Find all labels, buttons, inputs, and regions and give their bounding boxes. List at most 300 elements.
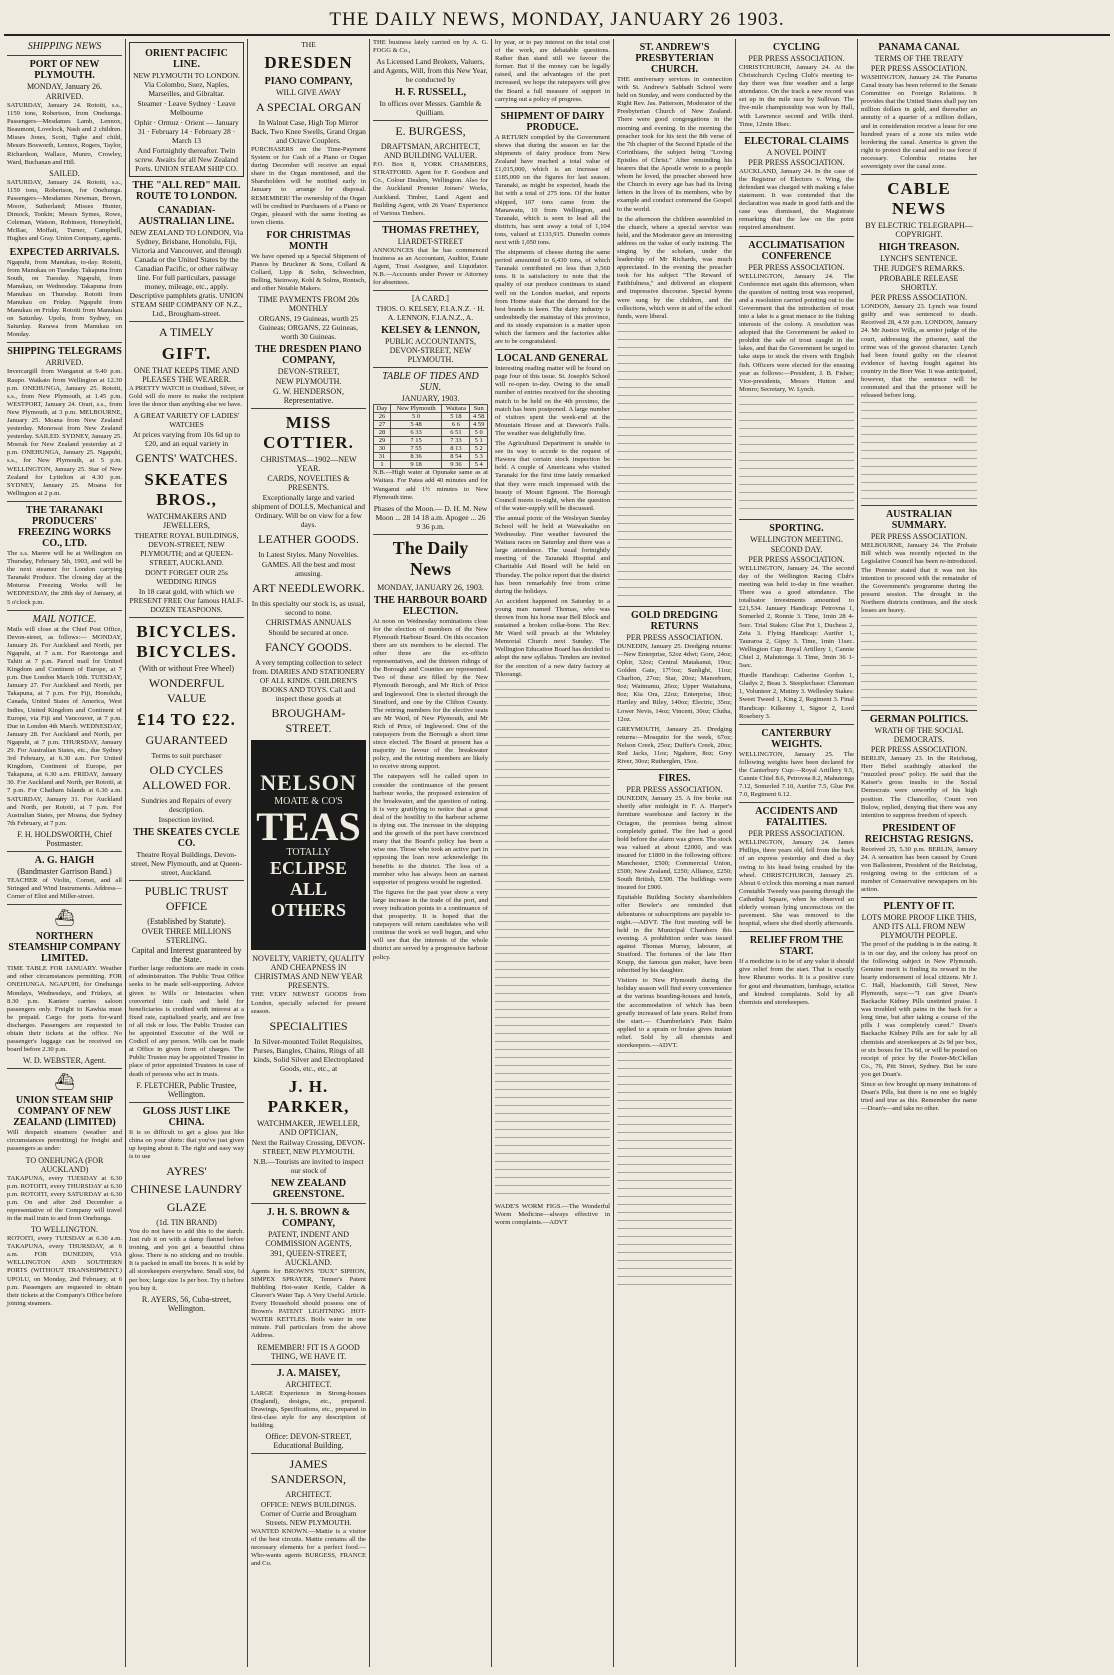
- church-heading: ST. ANDREW'S PRESBYTERIAN CHURCH.: [635, 42, 714, 75]
- parker-address: Next the Railway Crossing, DEVON-STREET, NEW PLYMOUTH.: [251, 1137, 366, 1156]
- special-organ: A SPECIAL ORGAN: [256, 100, 361, 114]
- fires-text-3: Visitors to New Plymouth during the holiday season will find every convenience at the various boarding-houses and hotels, the accommodation of which has been greatly increased of late years. Relief from the start.— Chamberlain's Pain Balm applied to a sprain or bruise gives instant relief. Sold by all chemists and storekeepers.—ADVT.: [617, 977, 732, 1050]
- trust-sub: (Established by Statute).: [147, 917, 226, 927]
- parker-note: N.B.—Tourists are invited to inspect our stock of: [253, 1156, 364, 1175]
- frethey-text: ANNOUNCES that he has commenced business as an Accountant, Auditor, Estate Agent, Trust Assignee, and Liquidator. N.B.—Accounts under Power or Attorney for absentees.: [373, 246, 488, 287]
- tide-cell: 5 48: [390, 421, 441, 429]
- price-label: £14 TO £22.: [137, 710, 236, 730]
- skeates-sub: WATCHMAKERS AND JEWELLERS,: [146, 512, 227, 531]
- public-trust-heading: PUBLIC TRUST OFFICE: [144, 884, 229, 914]
- divider: [495, 107, 610, 108]
- telegrams-arrived: ARRIVED.: [45, 358, 84, 368]
- dairy-text-2: The shipments of cheese during the same period amounted to 6,430 tons, of which Taranaki contributed no less than 3,560 tons. It is satisfactory to note that the quality of our produce continues to stand well on the London market, and reports from Home state that the demand for the best brands is keen. The dairy industry is undoubtedly the mainstay of this province, and its steady expansion is a matter upon which the farmers and the factories alike are to be congratulated.: [495, 249, 610, 346]
- sanderson-address: OFFICE: NEWS BUILDINGS. Corner of Currie and Brougham Streets. NEW PLYMOUTH.: [260, 1500, 357, 1527]
- harbour-text: At noon on Wednesday nominations close for the election of members of the New Plymouth Harbour Board. On this occasion there are six members to be elected. The other three are the ex-officio representatives, and the thirteen ridings of the Borough and Counties are represented. Two of these are filled by the New Plymouth Borough, and Mr Rich of Price and Inglewood. One is elected through the Stratford, and one by the Clifton County. The retiring members for the elective seats are Mr Ward, of New Plymouth, and Mr Rich of Price, of Inglewood. One of the ratepayers from the Borough a short time since elected. The Board at present has a majority in favour of the breakwater policy, and the retiring members are likely to receive strong support.: [373, 617, 488, 771]
- nelson-name: NELSON: [260, 769, 357, 795]
- tide-cell: 30: [374, 445, 391, 453]
- cycling-press: PER PRESS ASSOCIATION.: [748, 54, 845, 63]
- timely-label: A TIMELY: [159, 325, 214, 339]
- the-label: THE: [301, 40, 316, 49]
- tide-cell: 26: [374, 413, 391, 421]
- divider: [861, 897, 977, 898]
- xmas-ny: CHRISTMAS—1902—NEW YEAR.: [260, 455, 357, 474]
- fancy-label: FANCY GOODS.: [265, 640, 352, 655]
- cycling-text: CHRISTCHURCH, January 24. At the Christchurch Cycling Club's meeting to-day there was fine weather and a large attendance. On the track a new record was set up in the mile race by Sullivan. The five-mile championship was won by Hall, with Lawrence second and Wills third. Time, 12min 18sec.: [739, 64, 854, 128]
- mail-text: Mails will close at the Chief Post Office, Devon-street, as follows:— MONDAY, January 26. For Auckland and North, per Ngapuhi, at 7 a.m. For Rarotonga and Tahiti at 7 p.m. Parcel mail for United Kingdom and Continent of Europe, at 7 p.m. Due London March 10th. TUESDAY, January 27. For Auckland and North, per Takapuna, at 7 p.m. For Fiji, Honolulu, Canada, United States of America, West Indies, United Kingdom and Continent of Europe, via Fiji and Vancouver, at 7 p.m. Due in London 4th March. WEDNESDAY, January 28. For Auckland and North, per Ngapuhi, at 7 p.m. THURSDAY, January 29. For Australian States, etc., due Sydney 3rd February, at 6.30 a.m. For United Kingdom, Continent of Europe, per Takapuna, at 6.30 a.m. FRIDAY, January 30. For Auckland and North, per Rotoiti, at 7 p.m. For Chatham Islands at 6.30 a.m. SATURDAY, January 31. For Auckland and North, per Rotoiti, at 7 p.m. For Australian States, per Moana, due Sydney 7th February, at 7 p.m.: [7, 625, 122, 827]
- annuals-text: Should be secured at once.: [268, 628, 349, 638]
- tide-cell: 27: [374, 421, 391, 429]
- electoral-sub: A NOVEL POINT: [766, 147, 827, 157]
- treason-press: PER PRESS ASSOCIATION.: [870, 293, 968, 303]
- canterbury-heading: CANTERBURY WEIGHTS.: [761, 727, 832, 750]
- trust-text: Capital and Interest guaranteed by the State.: [131, 946, 242, 965]
- xmas-heading: FOR CHRISTMAS MONTH: [266, 229, 351, 252]
- divider: [495, 349, 610, 350]
- divider: [739, 802, 854, 803]
- novelty-text: THE VERY NEWEST GOODS from London, specially selected for present season.: [251, 991, 366, 1015]
- local-text-2: The Agricultural Department is unable to see its way to accede to the request of Hawera that certain stock inspection be held. A couple of Americans who visited Taranaki for the first time lately remarked that they were much impressed with the beauty of Mount Egmont. The Borough Council meets to-night, when the question of the water-supply will be discussed.: [495, 440, 610, 512]
- skeates-address: THEATRE ROYAL BUILDINGS, DEVON-STREET, NEW PLYMOUTH; and at QUEEN-STREET, AUCKLAND.: [134, 531, 239, 568]
- forget-label: DON'T FORGET OUR 25s WEDDING RINGS: [145, 568, 228, 587]
- forget-text: In 18 carat gold, with which we PRESENT FREE Our famous HALF-DOZEN TEASPOONS.: [129, 587, 244, 615]
- treason-sub-2: THE JUDGE'S REMARKS.: [873, 264, 965, 274]
- union-text-3: ROTOITI, every TUESDAY at 6.30 a.m. TAKAPUNA, every THURSDAY, at 6 a.m. FOR DUNEDIN, VIA WELLINGTON AND SOUTHERN PORTS (WITHOUT TRANSHIPMENT.) UPOLU, on Monday, 2nd February, at 6 p.m. Passengers are requested to obtain their tickets at the Company's Office before joining steamers.: [7, 1235, 122, 1307]
- reichstag-text: Received 25, 5.30 p.m. BERLIN, January 24. A sensation has been caused by Count von Ballestrem, President of the Reichstag, resigning owing to the criticism of a number of Conservative newspapers on his action.: [861, 845, 977, 894]
- tide-col-day: Day: [374, 405, 391, 413]
- orient-text: NEW PLYMOUTH TO LONDON. Via Colombo, Suez, Naples, Marseilles, and Gibraltar.: [133, 71, 240, 98]
- divider: [861, 174, 977, 175]
- cycling-heading: CYCLING: [772, 42, 821, 53]
- cycle-co-address: Theatre Royal Buildings, Devon-street, New Plymouth, and at Queen-street, Auckland.: [130, 850, 242, 878]
- nelson-tea-advert: [251, 740, 366, 950]
- tide-row: [374, 461, 488, 469]
- wonderful-label: WONDERFUL VALUE: [148, 676, 225, 706]
- henderson-label: G. W. HENDERSON, Representative.: [273, 387, 344, 406]
- harbour-continued: by year, or to pay interest on the total cost of the work, are debatable questions. Rather than stand still we favour the former. But if the money can be legally raised, and the advantages of the port increased, we hope the ratepayers will give the Board a full measure of support in carrying out a policy of progress.: [495, 39, 610, 103]
- sporting-sub-2: SECOND DAY.: [770, 544, 823, 554]
- orient-text-2: And Fortnightly thereafter. Twin screw. Awaits for all New Zealand Ports. UNION STEAM SHIP CO.: [135, 146, 238, 173]
- orient-heading: ORIENT PACIFIC LINE.: [145, 48, 228, 70]
- summary-text: MELBOURNE, January 24. The Probate Bill which was recently rejected in the Legislative Council has been re-introduced. The Premier stated that it was not his intention to proceed with the remainder of the Government's programme during the present session. The drought in the Northern districts continues, and the stock losses are heavy.: [861, 542, 977, 614]
- tide-cell: 5 4: [470, 461, 488, 469]
- greenstone-label: NEW ZEALAND GREENSTONE.: [270, 1177, 347, 1200]
- tide-col-sun: Sun: [470, 405, 488, 413]
- daily-date: MONDAY, JANUARY 26, 1903.: [377, 582, 484, 592]
- gold-text: DUNEDIN, January 25. Dredging returns:—New Enterprise, 52oz 4dwt; Gore, 24oz; Ophir, 32oz; Central Matakanui, 19oz; Golden Gate, 17½oz; Sunlight, 11oz; Charlton, 27oz; Star, 20oz; Manorburn, 9oz; Waimumu, 26oz; Upper Waitahuna, 8oz; Kia Ora, 22oz; Enterprise, 18oz; Hartley and Riley, 140oz; Electric, 35oz; Lower Nevis, 14oz; Vincent, 30oz; Clutha, 12oz.: [617, 642, 732, 723]
- tide-row: [374, 453, 488, 461]
- maisey-office: Office: DEVON-STREET, Educational Building.: [265, 1432, 352, 1450]
- fires-heading: FIRES.: [658, 773, 691, 785]
- divider: [251, 1364, 366, 1365]
- divider: [739, 236, 854, 237]
- cards-label: CARDS, NOVELTIES & PRESENTS.: [267, 474, 350, 493]
- dresden-co: THE DRESDEN PIANO COMPANY,: [255, 344, 362, 367]
- brown-sub: PATENT, INDENT AND COMMISSION AGENTS,: [265, 1229, 352, 1248]
- nelson-totally: TOTALLY: [286, 846, 331, 858]
- frethey-sub: LIARDET-STREET: [397, 236, 464, 246]
- divider: [129, 880, 244, 881]
- maisey-architect: ARCHITECT.: [285, 1379, 332, 1389]
- dairy-text: A RETURN compiled by the Government shows that during the season so far the shipments of dairy produce from New Zealand have reached a total value of £1,015,000, which is an increase of £185,000 on the figures for last season. Taranaki, as might be expected, heads the list with a total of 275 tons. Of the butter shipped, 107 tons came from the Manawatu, 10 from Wellington, and Taranaki, which is seen to lead all the districts, has sent away a total of 1,104 tons, valued at £133,915. Dunedin comes next with 1,050 tons.: [495, 133, 610, 246]
- brown-address: 391, QUEEN-STREET, AUCKLAND.: [270, 1248, 347, 1267]
- gift-text: A PRETTY WATCH in Oxidised, Silver, or Gold will do more to make the recipient love the donor than anything else we have.: [129, 385, 244, 409]
- harbour-text-2: The ratepayers will be called upon to consider the continuance of the present harbour works, the proposed extension of the breakwater, and the question of rating. It is very gratifying to notice that a great deal of the hostility to the harbour scheme is dying out. The increase in the shipping and the growth of the port have convinced many that the Board's policy has been a wise one. Those who took an active part in opposing the loan now acknowledge its benefits to the district. The loss of a member who has always been an earnest supporter of progress would be regretted.: [373, 773, 488, 886]
- maisey-text: LARGE Experience in Strong-houses (England), designs, etc., prepared. Drawings, Specifications, etc., prepared in first-class style for any description of building.: [251, 1389, 366, 1429]
- guaranteed-label: GUARANTEED: [145, 733, 228, 748]
- divider: [861, 710, 977, 711]
- xmas-text: We have opened up a Special Shipment of Pianos by Bruckner & Sons, Collard & Collard, Lipp & Sohn, Schwechten, Belling, Steinway, Kohl & Solms, Ronisch, and other Notable Makers.: [251, 252, 366, 293]
- electoral-heading: ELECTORAL CLAIMS: [744, 135, 849, 147]
- tide-cell: 6 51: [442, 429, 470, 437]
- brougham-label: BROUGHAM-STREET.: [271, 706, 346, 736]
- annuals-label: CHRISTMAS ANNUALS: [265, 618, 352, 628]
- telegrams-heading: SHIPPING TELEGRAMS: [7, 346, 122, 358]
- kelsey-sub: PUBLIC ACCOUNTANTS, DEVON-STREET, NEW PLYMOUTH.: [385, 337, 476, 365]
- plenty-sub: LOTS MORE PROOF LIKE THIS, AND ITS ALL FROM NEW PLYMOUTH PEOPLE.: [861, 913, 977, 941]
- kelsey-names: THOS. O. KELSEY, F.I.A.N.Z. · H. A. LENNON, F.I.A.N.Z., A.: [376, 304, 485, 323]
- tide-cell: 5 0: [470, 429, 488, 437]
- russell-name: H. F. RUSSELL,: [394, 87, 467, 99]
- column-6: [614, 39, 736, 1667]
- sailed-label: SAILED.: [49, 168, 80, 178]
- divider: [251, 1453, 366, 1454]
- fires-text-2: Equitable Building Society shareholders offer Bowler's are reminded that debentures or subscriptions are payable to-night.—ADVT. The first meeting will be held in the Municipal Chambers this evening. A prohibition order was issued against Thomas Murray, labourer, at Stratford. The fortunes of the late Herr Krupp, the famous gun maker, have been inherited by his daughter.: [617, 894, 732, 975]
- german-sub: WRATH OF THE SOCIAL DEMOCRATS.: [874, 726, 964, 745]
- ship-icon: ⛴: [54, 1074, 75, 1092]
- divider: [7, 1068, 122, 1069]
- divider: [129, 321, 244, 322]
- tide-cell: 6 6: [442, 421, 470, 429]
- taranaki-text: The s.s. Marere will be at Wellington on Thursday, February 5th, 1903, and will be the next steamer for London carrying Taranaki Produce. The closing day at the Moturoa Freezing Works will be WEDNESDAY, the 28th day of January, at 5 o'clock p.m.: [7, 549, 122, 606]
- electoral-text: AUCKLAND, January 24. In the case of the Registrar of Electors v. Wing, the defendant was charged with making a false statement. It was contended that the declaration was made in good faith and the case was dismissed, the Magistrate remarking that the law on the point required amendment.: [739, 167, 854, 232]
- canterbury-text: WELLINGTON, January 25. The following weights have been declared for the Canterbury Cup:—Royal Artillery 9.5, Cannie Chiel 8.6, Petrovna 8.2, Mahutonga 7.12, Somerled 7.10, Aurifer 7.5, Glue Pot 7.0, Regiment 6.12.: [739, 750, 854, 799]
- harbour-heading: THE HARBOUR BOARD ELECTION.: [373, 594, 488, 617]
- maisey-name: J. A. MAISEY,: [276, 1367, 341, 1379]
- remember-label: REMEMBER! FIT IS A GOOD THING, WE HAVE IT.: [257, 1342, 360, 1361]
- summary-press: PER PRESS ASSOCIATION.: [870, 532, 968, 542]
- tide-header-row: [374, 405, 488, 413]
- gold-heading: GOLD DREDGING RETURNS: [631, 609, 718, 632]
- fires-text: DUNEDIN, January 25. A fire broke out shortly after midnight in F. A. Harper's furniture warehouse and factory in the Octagon, the premises being almost completely gutted. The fire had a good hold before the alarm was given. The stock was valued at about £2000, and was insured for £1800 in the following offices: Manchester, £500; Commercial Union, £500; New Zealand, £250; Alliance, £250; South British, £300. The buildings were insured for £900.: [617, 795, 732, 892]
- divider: [7, 904, 122, 905]
- divider: [7, 501, 122, 502]
- skeates-name: SKEATES BROS.,: [144, 470, 229, 510]
- taranaki-heading: THE TARANAKI PRODUCERS' FREEZING WORKS CO., LTD.: [18, 504, 111, 549]
- haigh-heading: A. G. HAIGH: [34, 854, 95, 866]
- divider: [373, 120, 488, 121]
- plenty-text: The proof of the pudding is in the eating. It is in our day, and the colony has proof on the following subject in New Plymouth. Genuine merit is finding its reward in the hearty endorsement of local citizens. Mr J. C. Hall, blacksmith, Gill Street, New Plymouth, says:—"I can give Doan's Backache Kidney Pills unstinted praise. I was troubled with pains in the back for a long time, but after taking a course of the pills I was completely cured." Doan's Backache Kidney Pills are for sale by all chemists and storekeepers at 2s 9d per box, or six boxes for 15s 6d, or will be posted on receipt of price by the Foster-McClellan Co., 76, Pitt Street, Sydney. But be sure you get Doan's.: [861, 941, 977, 1078]
- divider: [373, 221, 488, 222]
- tide-cell: 4 58: [470, 413, 488, 421]
- union-onehunga: TO ONEHUNGA (FOR AUCKLAND): [25, 1155, 104, 1174]
- column-8: [858, 39, 980, 1667]
- parker-name: J. H. PARKER,: [267, 1076, 350, 1116]
- wades-advert: WADE'S WORM FIGS.—The Wonderful Worm Medicine—always effective in worm complaints.—ADVT: [495, 1202, 610, 1226]
- cable-heading: CABLE NEWS: [887, 179, 951, 219]
- tide-cell: 5 2: [470, 445, 488, 453]
- fogg-text: As Licensed Land Brokers, Valuers, and Agents, Will, from this New Year, be conducted by: [373, 57, 488, 85]
- tide-cell: 8 36: [390, 453, 441, 461]
- acclim-heading: ACCLIMATISATION CONFERENCE: [748, 239, 845, 262]
- masthead: THE DAILY NEWS, MONDAY, JANUARY 26 1903.: [4, 4, 1110, 36]
- organs-text: ORGANS, 19 Guineas, worth 25 Guineas; ORGANS, 22 Guineas, worth 30 Guineas.: [258, 314, 359, 342]
- kelsey-card: [A CARD.]: [412, 294, 449, 304]
- sporting-heading: SPORTING.: [769, 522, 824, 534]
- sporting-text-2: Hurdle Handicap: Catherine Gordon 1, Gladys 2, Beau 3. Steeplechase: Clansman 1, Volunteer 2, Mutiny 3. Wellesley Stakes: Sweet Tweed 1, King 2, Regiment 3. Final Handicap: Kilkenny 1, Signor 2, Lord Rosebery 3.: [739, 672, 854, 720]
- cable-sub: BY ELECTRIC TELEGRAPH—COPYRIGHT.: [865, 221, 973, 240]
- summary-heading: AUSTRALIAN SUMMARY.: [885, 509, 953, 532]
- cycle-co-name: THE SKEATES CYCLE CO.: [133, 827, 240, 850]
- divider: [251, 1203, 366, 1204]
- telegrams-text: Invercargill from Wanganui at 9.40 p.m. Raupo. Waikato from Wellington at 12.30 p.m. ONEHUNGA, January 25. Rotoiti, s.s., from New Plymouth, at 1.45 p.m. WESTPORT, January 24. Orari, s.s., from New Plymouth, at 3 p.m. MELBOURNE, January 25. Moana from New Zealand yesterday. Monowai from New Zealand yesterday. SAILED. SYDNEY, January 25. Moerak for New Zealand yesterday at 2 p.m. ONEHUNGA, January 25. Ngapuhi, s.s., for New Plymouth, at 5 p.m. WELLINGTON, January 25. Star of New Zealand for Lyttelton at 4.30 p.m. SYDNEY, January 25. Moana for Wellington at 2 p.m.: [7, 368, 122, 497]
- accidents-text: WELLINGTON, January 24. James Phillips, three years old, fell from the back of an express yesterday and died a day owing to his head being crushed by the wheel. CHRISTCHURCH, January 25. About 6 o'clock this morning a man named Constable Tweedy was passing through the Cathedral Square, when he observed an elderly woman lying unconscious on the pavement. She was removed to the hospital, where she died shortly afterwards.: [739, 839, 854, 928]
- plenty-heading: PLENTY OF IT.: [883, 901, 955, 913]
- will-give-label: WILL GIVE AWAY: [276, 88, 341, 97]
- relief-heading: RELIEF FROM THE START.: [749, 935, 844, 958]
- text-filler: [617, 323, 732, 603]
- tide-rows: [374, 413, 488, 469]
- sanderson-sub: ARCHITECT.: [285, 1490, 332, 1499]
- column-4: [370, 39, 492, 1667]
- port-date: MONDAY, January 26.: [26, 82, 103, 91]
- tide-row: [374, 421, 488, 429]
- glaze-label: GLAZE: [166, 1199, 207, 1214]
- dairy-heading: SHIPMENT OF DAIRY PRODUCE.: [500, 110, 605, 133]
- divider: [617, 769, 732, 770]
- tide-cell: 8 13: [442, 445, 470, 453]
- tide-row: [374, 437, 488, 445]
- treason-heading: HIGH TREASON.: [878, 242, 960, 254]
- local-text-4: An accident happened on Saturday to a young man named Thomas, who was thrown from his horse near Bell Block and sustained a broken collar-bone. The Rev. Mr Ward will preach at the Whiteley Memorial Church next Sunday. The Wellington Education Board has decided to adopt the new syllabus. Tenders are invited for the erection of a new dairy factory at Tikorangi.: [495, 597, 610, 678]
- union-heading: UNION STEAM SHIP COMPANY OF NEW ZEALAND (LIMITED): [13, 1095, 116, 1129]
- accidents-press: PER PRESS ASSOCIATION.: [748, 829, 845, 839]
- moon-phases: Phases of the Moon.— D. H. M. New Moon ... 28 14 18 a.m. Apogee ... 26 9 36 p.m.: [373, 503, 488, 531]
- sporting-text: WELLINGTON, January 24. The second day of the Wellington Racing Club's meeting was held to-day in fine weather. There was a good attendance. The totalisator investments amounted to £21,534. January Handicap: Petrovna 1, Somerled 2, Ronnie 3. Time, 1min 28 4-5sec. Trial Stakes: Glue Pot 1, Duchess 2, Zeta 3. Flying Handicap: Aurifer 1, Tauraroa 2, Gipsy 3. Time, 1min 11sec. Wellington Cup: Royal Artillery 1, Cannie Chiel 2, Mahutonga 3. Time, 3min 36 1-5sec.: [739, 564, 854, 670]
- sporting-sub: WELLINGTON MEETING.: [750, 534, 843, 544]
- plenty-text-2: Since so few brought up many imitations of Doan's Pills, but there is no one so highly tried and true as this. Remember the name—Doan's—and take no other.: [861, 1081, 977, 1113]
- tide-note: N.B.—High water at Opunake same as at Waitara. For Patea add 40 minutes and for Wanganui add 1½ minutes to New Plymouth time.: [373, 469, 488, 501]
- german-text: BERLIN, January 23. In the Reichstag, Herr Bebel scathingly attacked the "muzzled press" policy. He said that the Kaiser's gross insults to the Social Democrats were unworthy of his high position. The Chancellor, Count von Bulow, replied, denying that there was any intention to suppress freedom of speech.: [861, 755, 977, 819]
- divider: [129, 1102, 244, 1103]
- variety-text: At prices varying from 10s 6d up to £20, and an equal variety in: [132, 430, 241, 449]
- tide-col-np: New Plymouth: [390, 405, 441, 413]
- canadian-heading: CANADIAN-AUSTRALIAN LINE.: [138, 205, 235, 227]
- divider: [739, 132, 854, 133]
- church-text-2: In the afternoon the children assembled in the church, where a special service was held, and the Moderator gave an interesting address on the value of early training. The singing by the scholars, under the leadership of Mr Richards, was much appreciated. In the evening the preacher took for his subject "The Reward of Faithfulness," and delivered an eloquent and impressive discourse. Special hymns were sung by the children, and the collections, which were in aid of the school funds, were liberal.: [617, 215, 732, 320]
- union-wellington: TO WELLINGTON.: [30, 1225, 99, 1235]
- trust-body: Further large reductions are made in costs of administration. The Public Trust Office seeks to be made self-supporting. Advice given to Wills or Intestacies when converted into cash and held for beneficiaries is credited with interest at a fixed rate, capitalised yearly, and are free of all risk or loss. The Public Trustee can be appointed Executor of the Will or Codicil of any person. Wills can be made at Office in given form of charges. The Public Trustee may be appointed Trustee in place of prior appointed Trustees in case of death of persons who act in trusts.: [129, 965, 244, 1078]
- divider: [7, 55, 122, 56]
- text-filler: [495, 681, 610, 1201]
- expected-text: Ngapuhi, from Manukau, to-day. Rotoiti, from Manukau on Tuesday. Takapuna from South, on Tuesday. Ngapuhi, from Manukau, on Wednesday. Takapuna from Manukau on Thursday. Rotoiti from Manukau on Friday. Ngapuhi from Manukau on Friday. Rotoiti from Manukau on Saturday. Upolu, from Sydney, on Saturday. Rarawa from Manukau on Monday.: [7, 258, 122, 339]
- tide-cell: 28: [374, 429, 391, 437]
- text-filler: [861, 402, 977, 502]
- northern-heading: NORTHERN STEAMSHIP COMPANY LIMITED.: [8, 931, 121, 965]
- nelson-all-others: ALL OTHERS: [270, 878, 347, 920]
- tide-cell: 7 15: [390, 437, 441, 445]
- divider: [861, 505, 977, 506]
- local-heading: LOCAL AND GENERAL: [497, 353, 608, 365]
- leather-text: In Latest Styles. Many Novelties.: [258, 550, 359, 560]
- haigh-text: TEACHER of Violin, Cornet, and all Stringed and Wind Instruments. Address—Corner of Eliot and Miller-street.: [7, 876, 122, 901]
- divider: [373, 290, 488, 291]
- columns: [4, 39, 1110, 1667]
- tide-cell: 31: [374, 453, 391, 461]
- variety-label: A GREAT VARIETY OF LADIES' WATCHES: [133, 411, 240, 430]
- divider: [129, 617, 244, 618]
- orient-table-head: Steamer · Leave Sydney · Leave Melbourne: [137, 99, 236, 117]
- tide-col-waitara: Waitara: [442, 405, 470, 413]
- treason-text: LONDON, January 23. Lynch was found guilty and was sentenced to death. Received 28, 4.59 p.m. LONDON, January 24. Mr Justice Wills, as senior judge of the court, addressing the prisoner, said the crime was of the gravest character. Lynch had been found guilty on the clearest evidence of having fought against his country in the Boer War. It was anticipated, however, that the sentence will be commuted and that the prisoner will be released before long.: [861, 303, 977, 400]
- church-text: THE anniversary services in connection with St. Andrew's Sabbath School were held on Sunday, and were conducted by the Right Rev. Jas. Patterson, Moderator of the Presbyterian Church of New Zealand. There were good congregations in the morning and evening. In the morning the preacher took for his text the 8th verse of the 7th chapter of the Second Epistle of the Corinthians, the subject being "Loving Epistles of Christ." After reminding his hearers that the Apostle wrote to a people whom he loved, the preacher showed how the Church in every age has had its living letters in the lives of its members, who by example and conduct commend the Gospel to the world.: [617, 76, 732, 213]
- northern-text: TIME TABLE FOR JANUARY. Weather and other circumstances permitting. FOR ONEHUNGA. NGAPUHI, for Onehunga Mondays, Wednesdays, and Fridays, at 8.30 p.m. Kaniere carries saloon passengers only. Freight to Kawhia must be prepaid. Cargo for ports for-ward discharges. Passengers are requested to obtain their tickets at the office. No passenger's luggage can be received on board before 2.30 p.m.: [7, 965, 122, 1054]
- harbour-text-3: The figures for the past year show a very large increase in the trade of the port, and every indication points to a continuance of that prosperity. It is hoped that the ratepayers will return candidates who will continue the work so well begun, and who will see that the interests of the whole district are served by a progressive harbour policy.: [373, 888, 488, 961]
- relief-text: If a medicine is to be of any value it should give relief from the start. That is exactly how Rheumo works. It is a positive cure for gout and rheumatism, lumbago, sciatica and kindred complaints. Sold by all chemists and storekeepers.: [739, 958, 854, 1006]
- piano-label: PIANO COMPANY,: [264, 76, 353, 87]
- nelson-company: MOATE & CO'S: [274, 795, 343, 807]
- german-press: PER PRESS ASSOCIATION.: [870, 745, 968, 755]
- brown-heading: J. H. S. BROWN & COMPANY,: [266, 1206, 351, 1229]
- sundries-label: Sundries and Repairs of every description.: [141, 796, 232, 815]
- games-text: GAMES. All the best and most amusing.: [261, 560, 356, 579]
- inspection-label: Inspection invited.: [158, 815, 215, 825]
- trust-funds: OVER THREE MILLIONS STERLING.: [141, 927, 232, 946]
- tide-cell: 5 3: [470, 453, 488, 461]
- treason-sub: LYNCH'S SENTENCE.: [880, 254, 958, 264]
- ayres-sign: R. AYERS, 56, Cuba-street, Wellington.: [141, 1294, 232, 1313]
- gloss-text: It is so difficult to get a gloss just like china on your shirts: that you've just given up hoping about it. The right and easy way is to use: [129, 1128, 244, 1160]
- divider: [251, 408, 366, 409]
- column-5: [492, 39, 614, 1667]
- purchasers-text: PURCHASERS on the Time-Payment System or for Cash of a Piano or Organ during December will receive an equal share in the Organ mentioned, and the Shareholders will be notified early in January to arrange for disposal. REMEMBER! The ownership of the Organ will be credited to Purchasers of a Piano or Organ, pleased with the same footing as town clients.: [251, 146, 366, 226]
- time-payments: TIME PAYMENTS FROM 20s MONTHLY: [258, 295, 359, 314]
- tide-month: JANUARY, 1903.: [401, 394, 460, 404]
- text-filler: [739, 396, 854, 516]
- glaze-text: You do not have to add this to the starch. Just rub it on with a damp flannel before ironing, and you get a beautiful china gloss. There is no sticking and no trouble. It is packed in small tin boxes. It is sold by all storekeepers everywhere. Small size, 6d per box; large size 1s per box. Try it before you buy it.: [129, 1227, 244, 1292]
- fancy-text: A very tempting collection to select from. DIARIES AND STATIONERY OF ALL KINDS. CHILDREN'S BOOKS AND TOYS. Call and inspect these goods at: [252, 658, 365, 704]
- tide-cell: 5 18: [442, 413, 470, 421]
- nelson-eclipse: ECLIPSE: [269, 857, 348, 878]
- arrived-text: SATURDAY, January 24. Rotoiti, s.s., 1159 tons, Robertson, from Onehunga. Passengers—Mesdames Lamb, Lennox, Beaumont, Lovelock, Nash and 2 children. Misses Jones, Scott, Tighe and child, Messrs Bosworth, Lennox, Rogers, Taylor, Richardson, Wallace, Munro, Crowley, Ward, Buchanan and Hill.: [7, 102, 122, 166]
- accidents-heading: ACCIDENTS AND FATALITIES.: [755, 806, 838, 829]
- gift-label: GIFT.: [161, 344, 212, 363]
- divider: [739, 931, 854, 932]
- specialities-text: In Silver-mounted Toilet Requisites, Purses, Bangles, Chains, Rings of all kinds, Solid Silver and Electroplated Goods, etc., etc., at: [253, 1036, 364, 1073]
- sailed-text: SATURDAY, January 24. Rotoiti, s.s., 1159 tons, Robertson, for Onehunga. Passengers—Mesdames Newman, Brown, Moore, Sutherland; Misses Hunter, Dimock, Tonkin; Messrs Symes, Rowe, Coleman, Watson, Robinson, Honeyfield, McRae, Moffatt, Turner, Campbell, Hughes and Gray. Union Company, agents.: [7, 178, 122, 243]
- haigh-sub: (Bandmaster Garrison Band.): [17, 866, 112, 876]
- orient-table: Ophir · Ormuz · Orient — January 31 · February 14 · February 28 · March 13: [134, 118, 239, 145]
- panama-text: WASHINGTON, January 24. The Panama Canal treaty has been referred to the Senate Committee on Foreign Relations. It provides that the United States shall pay ten million dollars in gold, and thereafter an annuity of a quarter of a million dollars, and in consideration receive a lease for one hundred years of a zone six miles wide bordering the canal. America is given the right to protect the canal and to use force if necessary. Colombia retains her sovereignty over the canal zone.: [861, 74, 977, 171]
- newspaper-page: [4, 4, 1110, 1667]
- divider: [373, 367, 488, 368]
- orient-advert: [129, 42, 244, 177]
- gloss-heading: GLOSS JUST LIKE CHINA.: [142, 1105, 231, 1128]
- burgess-name: E. BURGESS,: [395, 124, 466, 139]
- expected-heading: EXPECTED ARRIVALS.: [9, 246, 120, 258]
- tide-cell: 7 55: [390, 445, 441, 453]
- tide-cell: 6 33: [390, 429, 441, 437]
- gift-sub: ONE THAT KEEPS TIME AND PLEASES THE WEARER.: [133, 366, 240, 384]
- arrived-label: ARRIVED.: [45, 92, 84, 101]
- novelty-label: NOVELTY, VARIETY, QUALITY AND CHEAPNESS IN CHRISTMAS AND NEW YEAR PRESENTS.: [252, 954, 365, 991]
- tide-table: [373, 404, 488, 469]
- specialities-label: SPECIALITIES: [269, 1018, 348, 1033]
- miss-cottier: MISS COTTIER.: [263, 413, 354, 453]
- column-7: [736, 39, 858, 1667]
- divider: [739, 724, 854, 725]
- tide-row: [374, 429, 488, 437]
- tide-heading: TABLE OF TIDES AND SUN.: [382, 371, 479, 394]
- panama-press: PER PRESS ASSOCIATION.: [870, 64, 968, 73]
- column-1: [4, 39, 126, 1667]
- union-text: Will despatch steamers (weather and circumstances permitting) for freight and passengers as under:: [7, 1129, 122, 1153]
- divider: [617, 606, 732, 607]
- german-heading: GERMAN POLITICS.: [869, 714, 969, 726]
- treason-sub-3: PROBABLE RELEASE SHORTLY.: [879, 274, 959, 293]
- nelson-teas: TEAS: [256, 803, 361, 849]
- tide-cell: 9 36: [442, 461, 470, 469]
- acclim-text: WELLINGTON, January 24. The Conference met again this afternoon, when the question of netting trout was reopened, and a resolution carried pointing out to the Government that the introduction of trout into a lake is a great menace to the fishing interests of the colony. A resolution was adopted that the Government be asked to prohibit the sale of trout caught in the lakes, and that the Government be urged to take steps to stock the rivers with English fish. Officers were elected for the ensuing year as follows:—President, J. B. Fisher; Vice-presidents, Messrs Hutton and Monro; Secretary, W. Lynch.: [739, 272, 854, 393]
- ship-icon: ⛴: [54, 910, 75, 928]
- art-label: ART NEEDLEWORK.: [252, 581, 365, 596]
- bicycles-label: BICYCLES. BICYCLES.: [136, 622, 237, 662]
- sporting-press: PER PRESS ASSOCIATION.: [748, 554, 845, 564]
- fogg-heading: THE business lately carried on by A. G. FOGG & Co.,: [373, 39, 488, 55]
- parker-sub: WATCHMAKER, JEWELLER, AND OPTICIAN,: [257, 1118, 360, 1137]
- frethey-name: THOMAS FRETHEY,: [382, 224, 479, 236]
- art-text: In this specialty our stock is, as usual, second to none.: [251, 599, 366, 618]
- union-text-2: TAKAPUNA, every TUESDAY at 6.30 p.m. ROTOITI, every THURSDAY at 6.30 p.m. ROTOITI, every SATURDAY at 6.30 p.m. On and after 2nd December a representative of the Company will travel in the mail train to and from Onehunga.: [7, 1174, 122, 1222]
- trust-sign: F. FLETCHER, Public Trustee, Wellington.: [136, 1080, 237, 1099]
- divider: [7, 610, 122, 611]
- port-heading: PORT OF NEW PLYMOUTH.: [29, 59, 100, 81]
- kelsey-name: KELSEY & LENNON,: [381, 325, 480, 337]
- leather-label: LEATHER GOODS.: [258, 532, 359, 547]
- electoral-press: PER PRESS ASSOCIATION.: [748, 157, 845, 167]
- canadian-text: NEW ZEALAND TO LONDON, Via Sydney, Brisbane, Honolulu, Fiji, Victoria and Vancouver, and through Canada or the United States by the Canadian Pacific, or other railway line. For full particulars, passage money, mileage, etc., apply. Descriptive pamphlets gratis. UNION STEAM SHIP COMPANY OF N.Z., Ltd., Brougham-street.: [129, 228, 244, 318]
- tide-cell: 5 0: [390, 413, 441, 421]
- bicycles-sub: (With or without Free Wheel): [138, 664, 235, 674]
- divider: [7, 851, 122, 852]
- daily-news-banner: The Daily News: [392, 537, 469, 579]
- tide-cell: 7 33: [442, 437, 470, 445]
- np-label: NEW PLYMOUTH.: [275, 377, 342, 387]
- reichstag-heading: PRESIDENT OF REICHSTAG RESIGNS.: [864, 822, 974, 845]
- acclim-press: PER PRESS ASSOCIATION.: [748, 262, 845, 272]
- divider: [739, 519, 854, 520]
- ayres-label: AYRES': [166, 1163, 207, 1178]
- tide-cell: 1: [374, 461, 391, 469]
- gents-label: GENTS' WATCHES.: [135, 451, 238, 466]
- column-2: [126, 39, 248, 1667]
- mail-kicker: MAIL NOTICE.: [32, 613, 97, 625]
- sanderson-name: JAMES SANDERSON,: [270, 1457, 346, 1486]
- wanted-text: WANTED KNOWN.—Mattie is a visitor of the best circuits. Mattie contains all the necessary elements for a perfect food.—Who-wants agents BURGESS, FRANCE and Co.: [251, 1528, 366, 1568]
- fires-press: PER PRESS ASSOCIATION.: [626, 785, 723, 795]
- divider: [7, 342, 122, 343]
- old-cycles-label: OLD CYCLES ALLOWED FOR.: [142, 763, 231, 793]
- panama-heading: PANAMA CANAL: [878, 42, 960, 53]
- tide-cell: 9 18: [390, 461, 441, 469]
- burgess-sub: DRAFTSMAN, ARCHITECT, AND BUILDING VALUER.: [380, 142, 481, 161]
- mail-sign: F. H. HOLDSWORTH, Chief Postmaster.: [17, 829, 112, 848]
- text-filler: [617, 1052, 732, 1292]
- allred-heading: THE "ALL RED" MAIL ROUTE TO LONDON.: [132, 180, 241, 202]
- divider: [373, 534, 488, 535]
- terms-label: Terms to suit purchaser: [151, 751, 222, 761]
- panama-sub: TERMS OF THE TREATY: [874, 54, 964, 63]
- cards-text: Exceptionally large and varied shipment of DOLLS, Mechanical and Ordinary. Will be on view for a few days.: [251, 493, 366, 530]
